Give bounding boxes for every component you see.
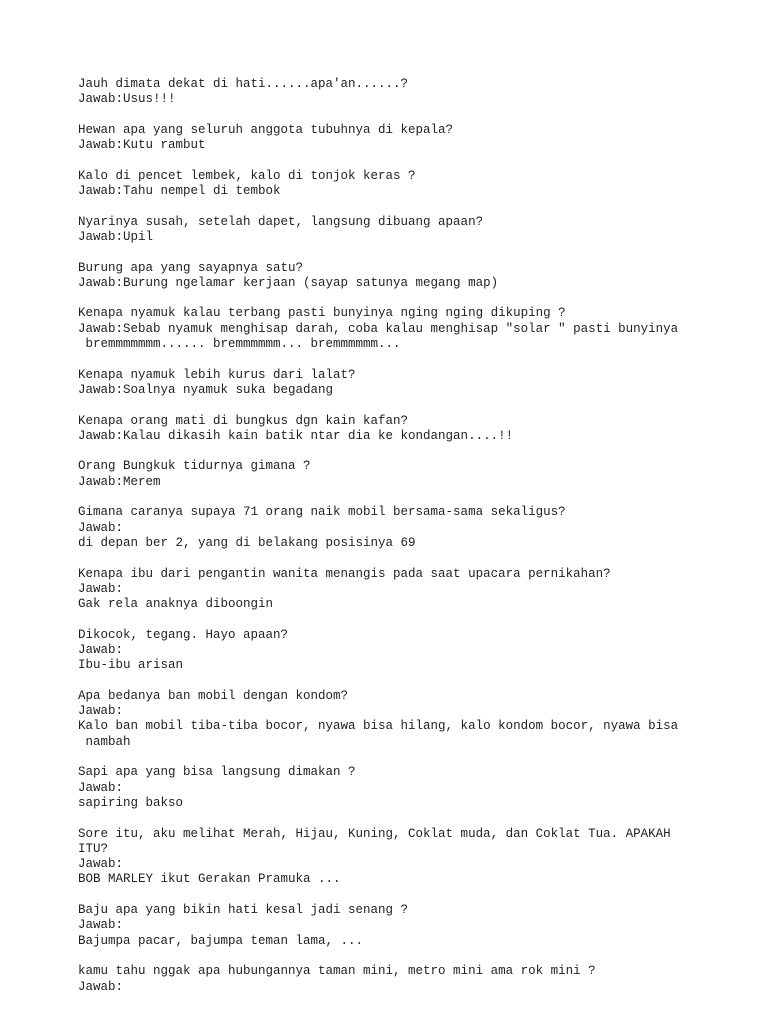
question-line: Apa bedanya ban mobil dengan kondom? [78, 688, 349, 703]
answer-line: Jawab: [78, 520, 124, 535]
answer-line: di depan ber 2, yang di belakang posisinya 69 [78, 535, 416, 550]
riddle-entry [78, 567, 718, 613]
answer-line: ITU? [78, 841, 109, 856]
question-line: Sore itu, aku melihat Merah, Hijau, Kuning, Coklat muda, dan Coklat Tua. APAKAH [78, 826, 671, 841]
question-line: Gimana caranya supaya 71 orang naik mobil bersama-sama sekaligus? [78, 505, 566, 520]
riddle-entry [78, 765, 718, 811]
answer-line: sapiring bakso [78, 795, 184, 810]
answer-line: Jawab:Sebab nyamuk menghisap darah, coba kalau menghisap "solar " pasti bunyinya [78, 321, 679, 336]
answer-line: Jawab: [78, 642, 124, 657]
answer-line: nambah [78, 734, 131, 749]
question-line: Orang Bungkuk tidurnya gimana ? [78, 459, 311, 474]
answer-line: Bajumpa pacar, bajumpa teman lama, ... [78, 933, 364, 948]
riddle-entry [78, 169, 718, 200]
answer-line: Jawab: [78, 857, 124, 872]
question-line: Burung apa yang sayapnya satu? [78, 260, 304, 275]
question-line: Sapi apa yang bisa langsung dimakan ? [78, 765, 356, 780]
answer-line: Jawab: [78, 918, 124, 933]
answer-line: Jawab:Usus!!! [78, 92, 176, 107]
riddle-entry [78, 306, 718, 352]
answer-line: Jawab:Upil [78, 229, 154, 244]
answer-line: Jawab:Kutu rambut [78, 138, 206, 153]
answer-line: Jawab: [78, 979, 124, 994]
question-line: Hewan apa yang seluruh anggota tubuhnya di kepala? [78, 122, 454, 137]
question-line: Kenapa nyamuk kalau terbang pasti bunyinya nging nging dikuping ? [78, 306, 566, 321]
answer-line: Jawab:Kalau dikasih kain batik ntar dia ke kondangan....!! [78, 428, 514, 443]
riddle-entry [78, 964, 718, 995]
document-text [78, 77, 718, 1010]
question-line: Kenapa nyamuk lebih kurus dari lalat? [78, 367, 356, 382]
riddle-entry [78, 827, 718, 888]
answer-line: Jawab: [78, 704, 124, 719]
answer-line: Jawab:Merem [78, 474, 161, 489]
question-line: Kenapa orang mati di bungkus dgn kain kafan? [78, 413, 409, 428]
answer-line: Jawab: [78, 581, 124, 596]
answer-line: Jawab: [78, 780, 124, 795]
question-line: Dikocok, tegang. Hayo apaan? [78, 627, 289, 642]
answer-line: Ibu-ibu arisan [78, 658, 184, 673]
riddle-entry [78, 261, 718, 292]
answer-line: BOB MARLEY ikut Gerakan Pramuka ... [78, 872, 341, 887]
riddle-entry [78, 215, 718, 246]
riddle-entry [78, 689, 718, 750]
riddle-entry [78, 368, 718, 399]
answer-line: Kalo ban mobil tiba-tiba bocor, nyawa bisa hilang, kalo kondom bocor, nyawa bisa [78, 719, 679, 734]
question-line: Kalo di pencet lembek, kalo di tonjok keras ? [78, 168, 416, 183]
answer-line: bremmmmmmm...... bremmmmmm... bremmmmmm... [78, 337, 401, 352]
answer-line: Gak rela anaknya diboongin [78, 597, 274, 612]
riddle-entry [78, 123, 718, 154]
answer-line: Jawab:Burung ngelamar kerjaan (sayap satunya megang map) [78, 275, 499, 290]
riddle-entry [78, 505, 718, 551]
answer-line: Jawab:Soalnya nyamuk suka begadang [78, 382, 334, 397]
question-line: Nyarinya susah, setelah dapet, langsung dibuang apaan? [78, 214, 484, 229]
question-line: Kenapa ibu dari pengantin wanita menangis pada saat upacara pernikahan? [78, 566, 611, 581]
riddle-entry [78, 628, 718, 674]
riddle-entry [78, 459, 718, 490]
answer-line: Jawab:Tahu nempel di tembok [78, 184, 281, 199]
riddle-entry [78, 77, 718, 108]
riddle-entry [78, 414, 718, 445]
question-line: kamu tahu nggak apa hubungannya taman mini, metro mini ama rok mini ? [78, 964, 596, 979]
question-line: Baju apa yang bikin hati kesal jadi senang ? [78, 903, 409, 918]
riddle-entry [78, 903, 718, 949]
question-line: Jauh dimata dekat di hati......apa'an......? [78, 77, 409, 91]
